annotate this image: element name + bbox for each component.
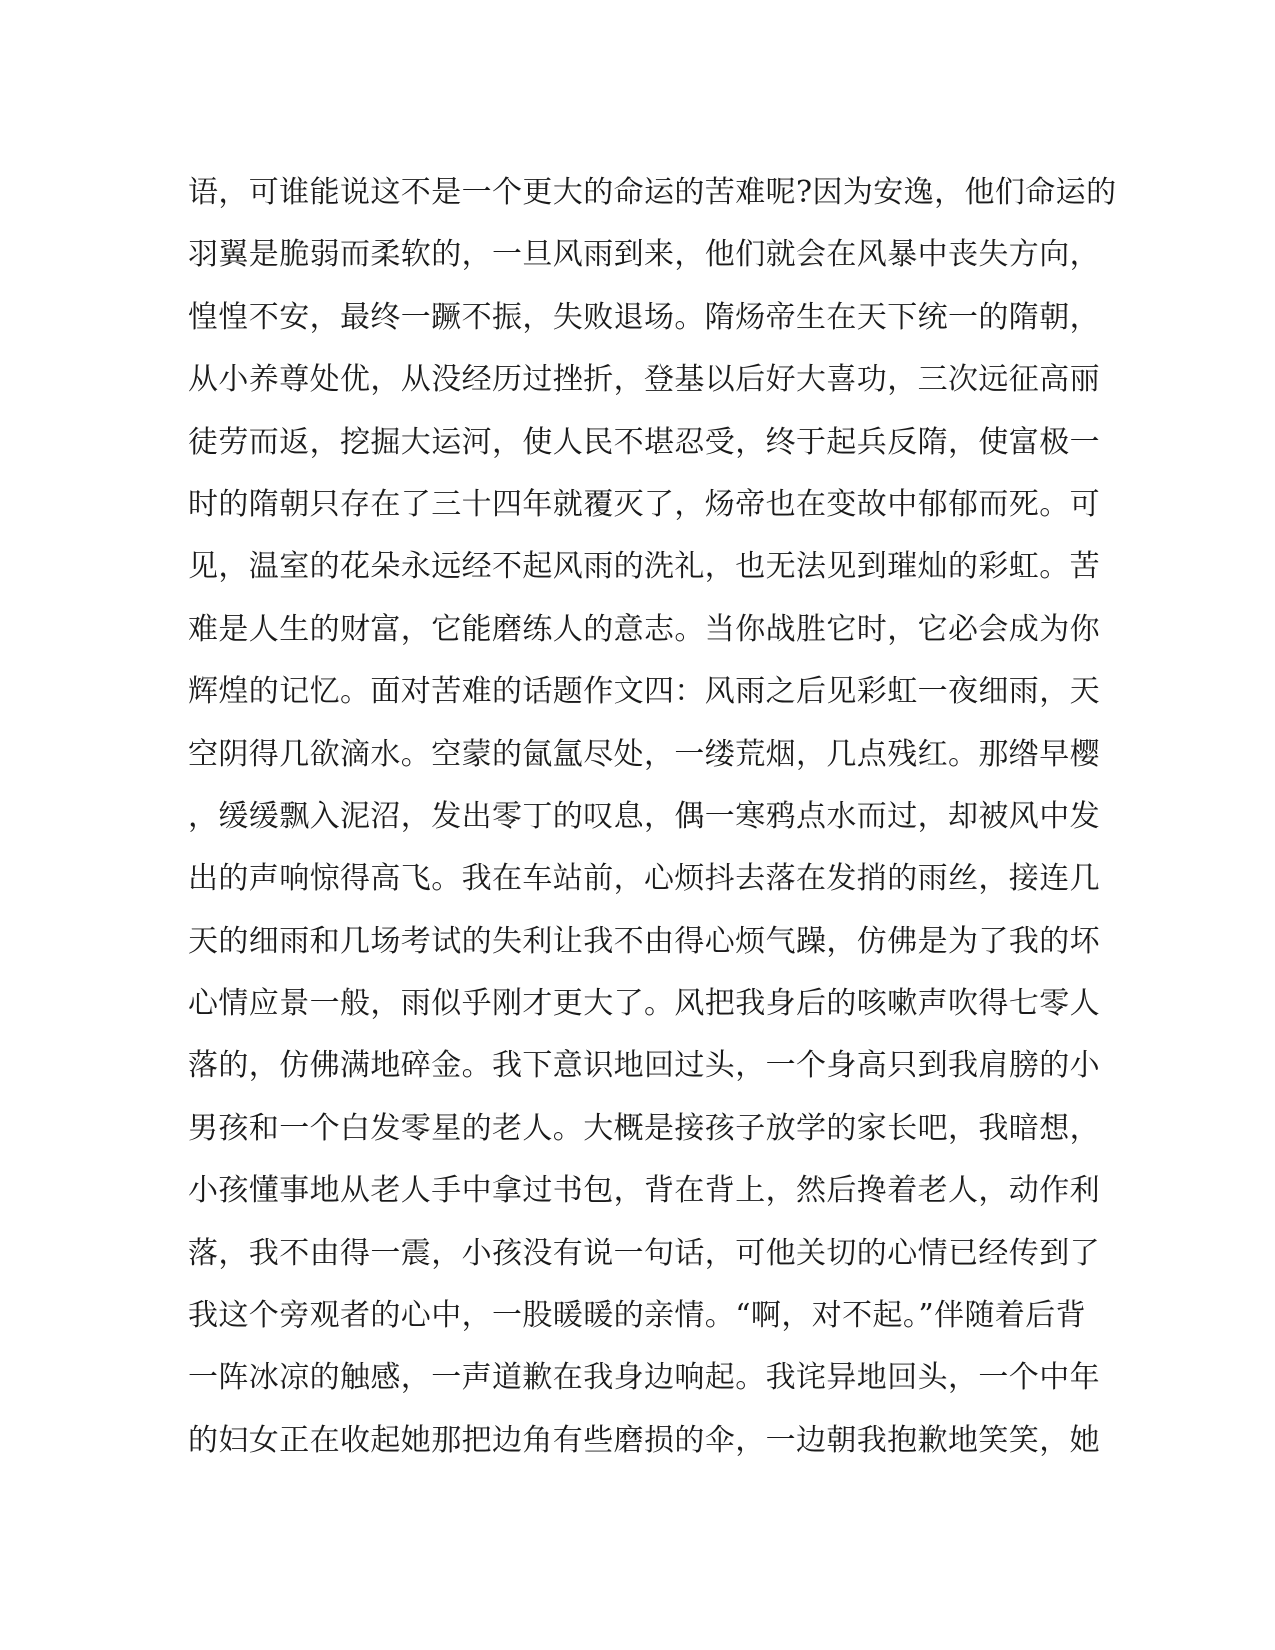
text-line: 小孩懂事地从老人手中拿过书包，背在背上，然后搀着老人，动作利 bbox=[188, 1173, 1100, 1209]
text-line: 心情应景一般，雨似乎刚才更大了。风把我身后的咳嗽声吹得七零人 bbox=[188, 986, 1100, 1022]
body-text bbox=[188, 162, 1117, 1472]
text-line: 语，可谁能说这不是一个更大的命运的苦难呢?因为安逸，他们命运的 bbox=[188, 175, 1117, 210]
text-line: 从小养尊处优，从没经历过挫折，登基以后好大喜功，三次远征高丽 bbox=[188, 362, 1100, 398]
text-line: 落，我不由得一震，小孩没有说一句话，可他关切的心情已经传到了 bbox=[188, 1235, 1100, 1271]
text-line: 空阴得几欲滴水。空蒙的氤氲尽处，一缕荒烟，几点残红。那绺早樱 bbox=[188, 736, 1100, 772]
text-line: 我这个旁观者的心中，一股暖暖的亲情。“啊，对不起。”伴随着后背 bbox=[188, 1298, 1087, 1334]
text-line: 出的声响惊得高飞。我在车站前，心烦抖去落在发捎的雨丝，接连几 bbox=[188, 861, 1100, 897]
text-line: 男孩和一个白发零星的老人。大概是接孩子放学的家长吧，我暗想， bbox=[188, 1110, 1100, 1146]
text-line: 羽翼是脆弱而柔软的，一旦风雨到来，他们就会在风暴中丧失方向， bbox=[188, 237, 1100, 273]
text-line: 落的，仿佛满地碎金。我下意识地回过头，一个身高只到我肩膀的小 bbox=[188, 1048, 1100, 1084]
text-line: ，缓缓飘入泥沼，发出零丁的叹息，偶一寒鸦点水而过，却被风中发 bbox=[188, 798, 1100, 834]
text-line: 辉煌的记忆。面对苦难的话题作文四：风雨之后见彩虹一夜细雨，天 bbox=[188, 674, 1100, 710]
text-line: 难是人生的财富，它能磨练人的意志。当你战胜它时，它必会成为你 bbox=[188, 611, 1100, 647]
text-line: 徒劳而返，挖掘大运河，使人民不堪忍受，终于起兵反隋，使富极一 bbox=[188, 424, 1100, 460]
text-line: 见，温室的花朵永远经不起风雨的洗礼，也无法见到璀灿的彩虹。苦 bbox=[188, 549, 1100, 585]
text-line: 一阵冰凉的触感，一声道歉在我身边响起。我诧异地回头，一个中年 bbox=[188, 1360, 1100, 1396]
text-line: 惶惶不安，最终一蹶不振，失败退场。隋炀帝生在天下统一的隋朝， bbox=[188, 299, 1100, 335]
text-line: 时的隋朝只存在了三十四年就覆灭了，炀帝也在变故中郁郁而死。可 bbox=[188, 486, 1100, 522]
text-line: 的妇女正在收起她那把边角有些磨损的伞，一边朝我抱歉地笑笑，她 bbox=[188, 1422, 1100, 1458]
text-line: 天的细雨和几场考试的失利让我不由得心烦气躁，仿佛是为了我的坏 bbox=[188, 923, 1100, 959]
